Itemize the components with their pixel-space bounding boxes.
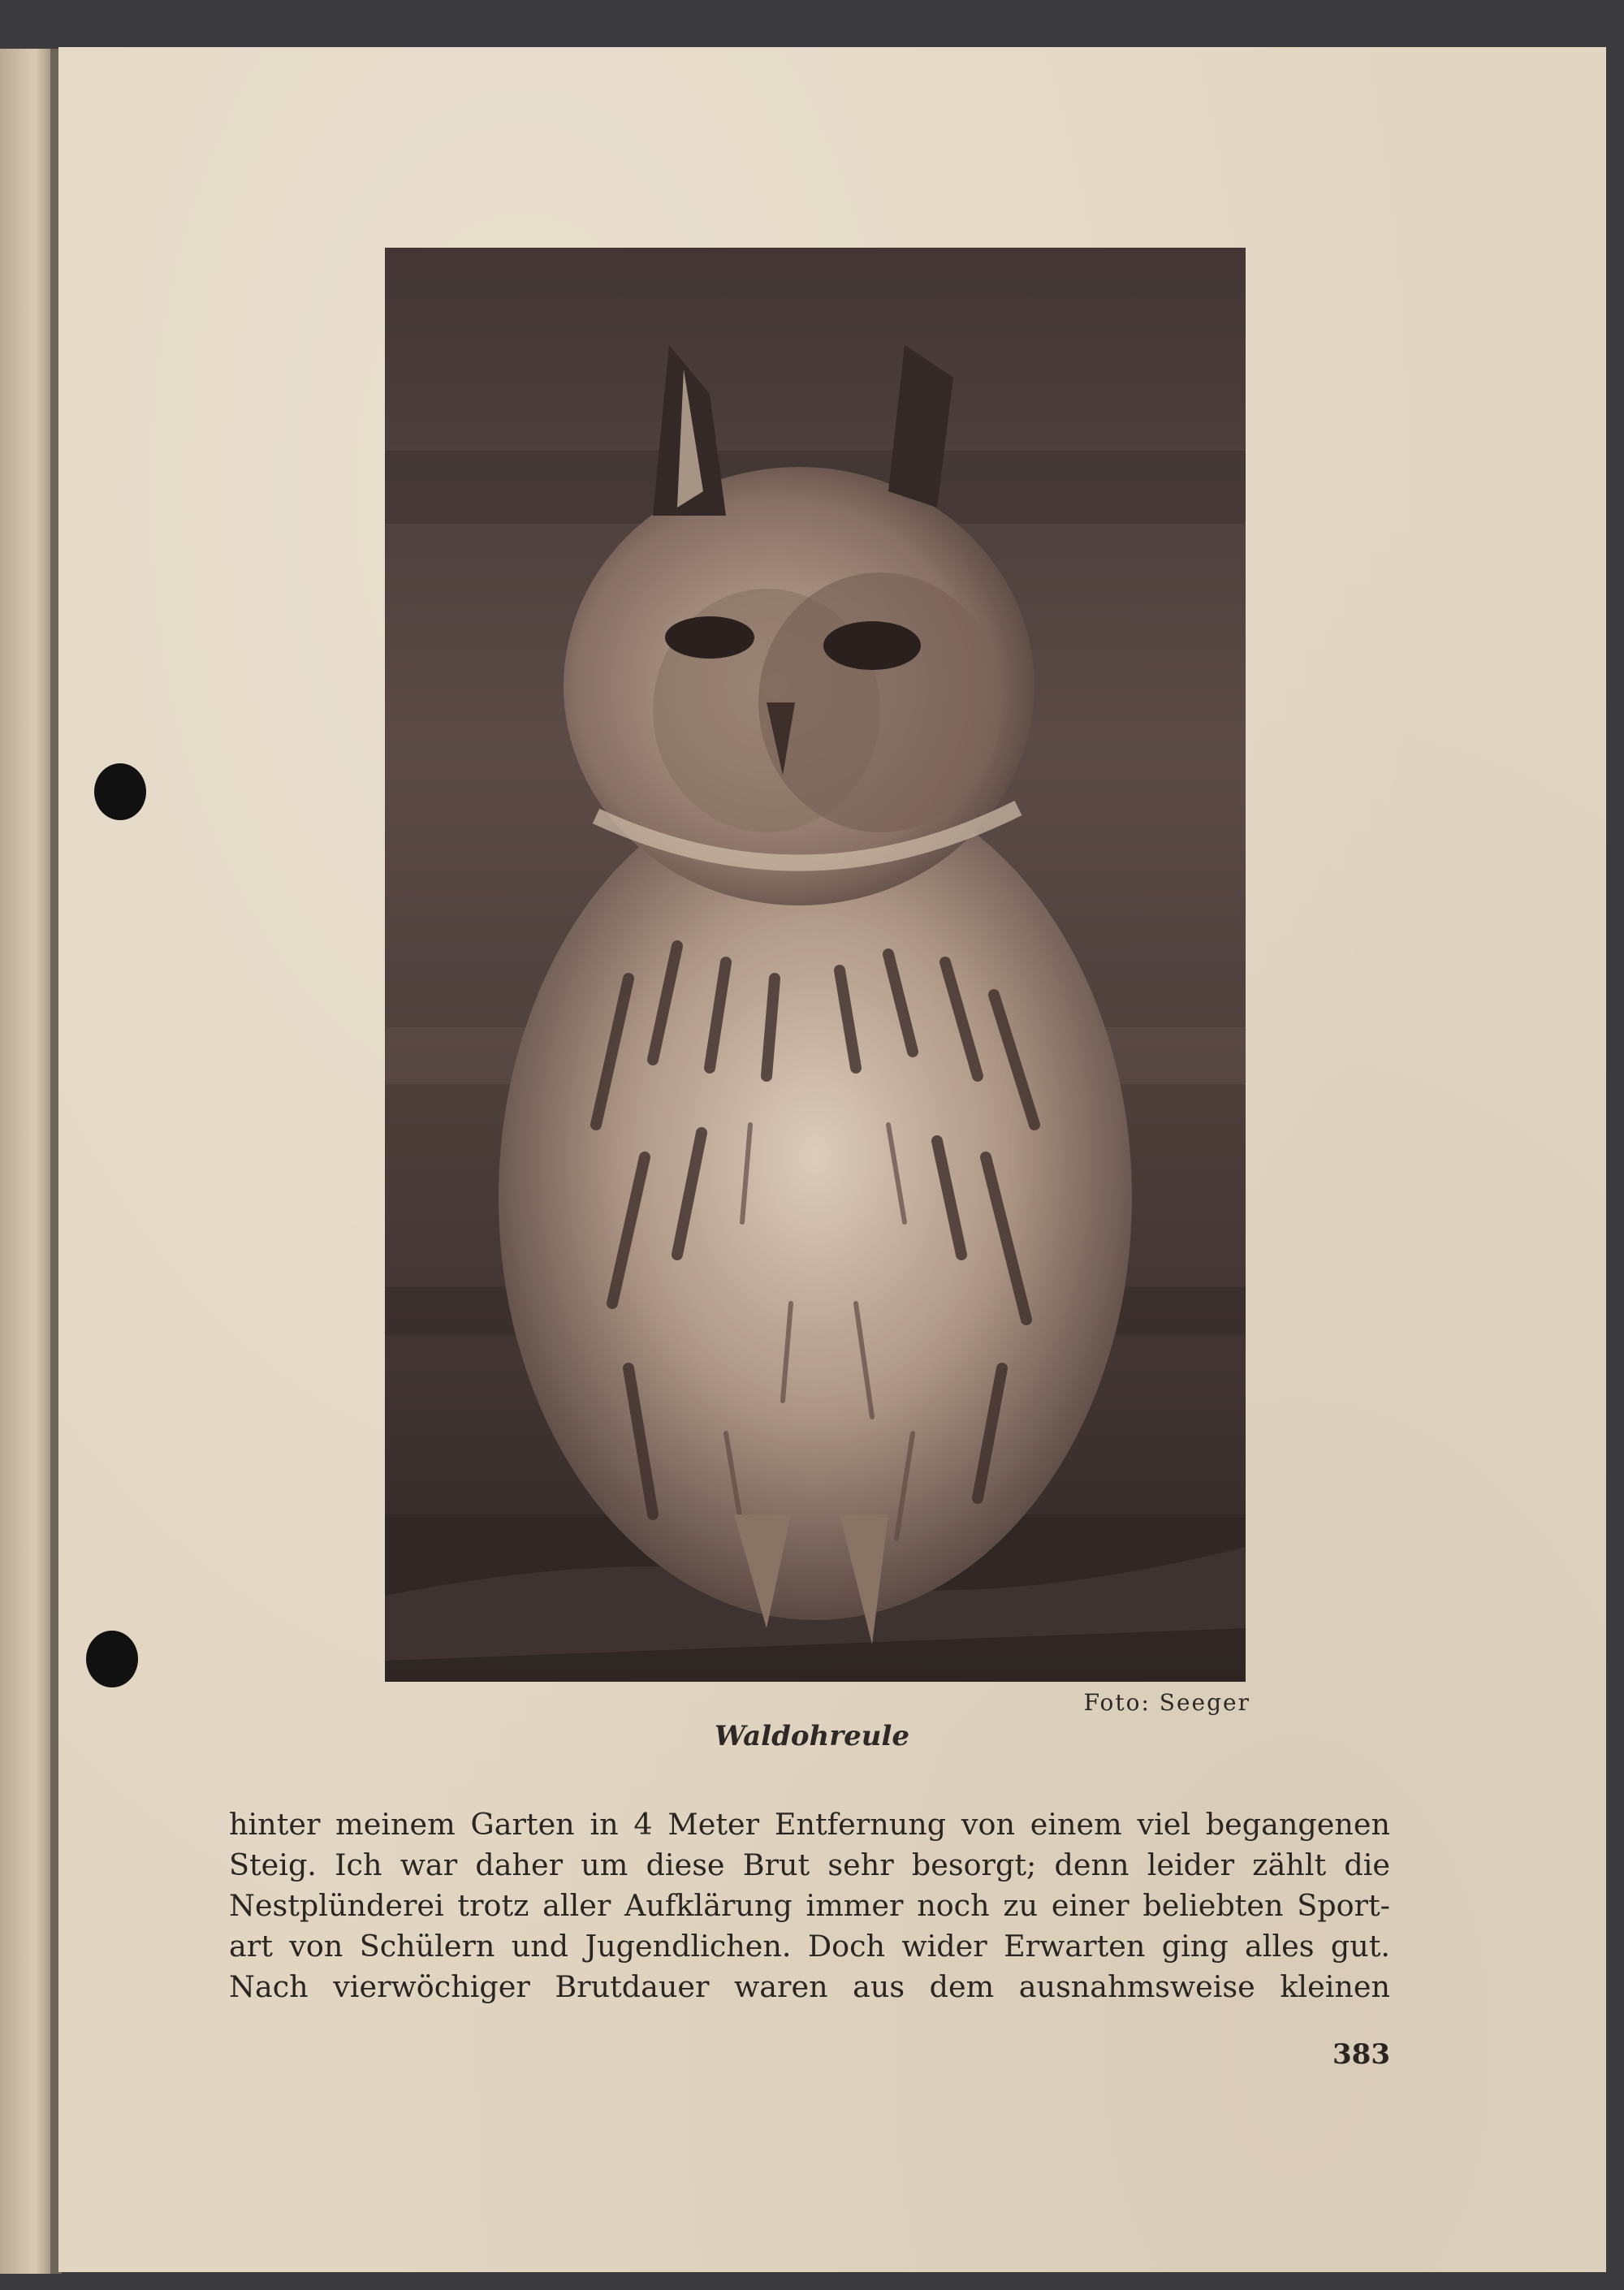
text-line: art von Schülern und Jugendlichen. Doch wider Erwarten ging alles gut. xyxy=(229,1929,1390,1964)
text-line: Nach vierwöchiger Brutdauer waren aus dem ausnahmsweise kleinen xyxy=(229,1969,1390,2004)
photo-credit: Foto: Seeger xyxy=(1083,1689,1250,1716)
punch-hole-bottom xyxy=(86,1631,138,1687)
body-paragraph xyxy=(229,1804,1390,2007)
owl-photograph xyxy=(385,248,1246,1682)
owl-illustration xyxy=(385,248,1246,1682)
text-line: hinter meinem Garten in 4 Meter Entfernung von einem viel begangenen xyxy=(229,1807,1390,1842)
punch-hole-top xyxy=(94,763,146,820)
page-number: 383 xyxy=(1332,2038,1390,2071)
photo-caption: Waldohreule xyxy=(714,1720,910,1752)
text-line: Nestplünderei trotz aller Aufklärung immer noch zu einer beliebten Sport- xyxy=(229,1888,1390,1923)
previous-page-edge xyxy=(0,49,50,2274)
text-line: Steig. Ich war daher um diese Brut sehr besorgt; denn leider zählt die xyxy=(229,1847,1390,1882)
